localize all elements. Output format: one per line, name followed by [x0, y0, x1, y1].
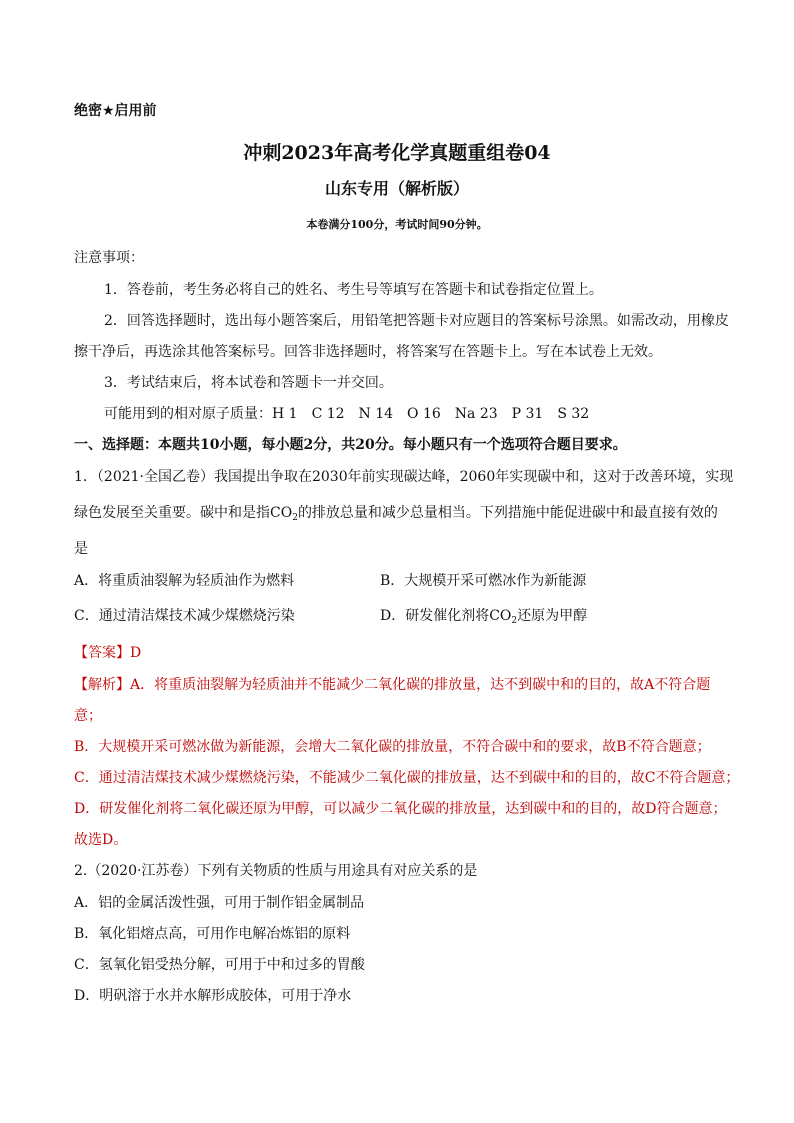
q1-analysis-text1: A．将重质油裂解为轻质油并不能减少二氧化碳的排放量，达不到碳中和的目的，故A不符合题: [130, 677, 711, 693]
exam-note: 本卷满分100分，考试时间90分钟。: [306, 218, 488, 231]
q2-option-a: A．铝的金属活泼性强，可用于制作铝金属制品: [74, 895, 365, 911]
q1-analysis-line1b: 意；: [74, 708, 102, 724]
q1-stem-line2-post: 的排放总量和减少总量相当。下列措施中能促进碳中和最直接有效的: [297, 505, 718, 521]
q1-stem-subscript: 2: [292, 513, 298, 523]
q1-analysis-line3: C．通过清洁煤技术减少煤燃烧污染，不能减少二氧化碳的排放量，达不到碳中和的目的，故C不符合题意；: [74, 770, 740, 786]
q1-analysis-line4: D．研发催化剂将二氧化碳还原为甲醇，可以减少二氧化碳的排放量，达到碳中和的目的，故D符合题意；: [74, 801, 727, 817]
notice-heading: 注意事项：: [74, 250, 144, 266]
notice-item-3: 3．考试结束后，将本试卷和答题卡一并交回。: [104, 375, 393, 391]
q1-option-d-pre: D．研发催化剂将CO: [380, 608, 512, 624]
secret-label: 绝密★启用前: [74, 103, 157, 119]
q1-analysis-line2: B．大规模开采可燃冰做为新能源，会增大二氧化碳的排放量，不符合碳中和的要求，故B不符合题意；: [74, 739, 711, 755]
q1-stem-line3: 是: [74, 541, 88, 557]
q1-options-row2: [74, 606, 726, 626]
atomic-mass-line: 可能用到的相对原子质量：H 1 C 12 N 14 O 16 Na 23 P 31 S 32: [104, 406, 590, 422]
q1-options-row1: [74, 571, 726, 591]
q1-option-d-subscript: 2: [511, 616, 518, 626]
notice-item-2-line1: 2．回答选择题时，选出每小题答案后，用铅笔把答题卡对应题目的答案标号涂黑。如需改动，用橡皮: [104, 313, 729, 329]
q2-option-b: B．氧化铝熔点高，可用作电解冶炼铝的原料: [74, 926, 351, 942]
q1-option-d-post: 还原为甲醇: [517, 608, 588, 624]
q1-analysis-tag: 【解析】: [74, 677, 130, 693]
page-title: 冲刺2023年高考化学真题重组卷04: [243, 142, 551, 164]
q2-stem: 2.（2020·江苏卷）下列有关物质的性质与用途具有对应关系的是: [74, 863, 478, 879]
page-subtitle: 山东专用（解析版）: [324, 179, 469, 198]
q1-option-d: [380, 606, 587, 631]
notice-item-1: 1．答卷前，考生务必将自己的姓名、考生号等填写在答题卡和试卷指定位置上。: [104, 282, 603, 298]
q1-option-b: B．大规模开采可燃冰作为新能源: [380, 573, 587, 589]
notice-item-2-line2: 擦干净后，再选涂其他答案标号。回答非选择题时，将答案写在答题卡上。写在本试卷上无效。: [74, 344, 662, 360]
q2-option-c: C．氢氧化铝受热分解，可用于中和过多的胃酸: [74, 957, 365, 973]
q2-option-d: D．明矾溶于水并水解形成胶体，可用于净水: [74, 988, 352, 1004]
q1-analysis-line1: [74, 675, 726, 695]
q1-stem-line2: [74, 503, 726, 528]
q1-stem-line1: 1．（2021·全国乙卷）我国提出争取在2030年前实现碳达峰，2060年实现碳中和，这对于改善环境，实现: [74, 469, 734, 485]
q1-option-a: A．将重质油裂解为轻质油作为燃料: [74, 573, 295, 589]
q1-answer: 【答案】D: [74, 645, 142, 661]
section-heading: 一、选择题：本题共10小题，每小题2分，共20分。每小题只有一个选项符合题目要求。: [74, 437, 627, 453]
q1-option-c: C．通过清洁煤技术减少煤燃烧污染: [74, 608, 295, 624]
q1-stem-line2-pre: 绿色发展至关重要。碳中和是指CO: [74, 505, 293, 521]
q1-analysis-line5: 故选D。: [74, 832, 128, 848]
